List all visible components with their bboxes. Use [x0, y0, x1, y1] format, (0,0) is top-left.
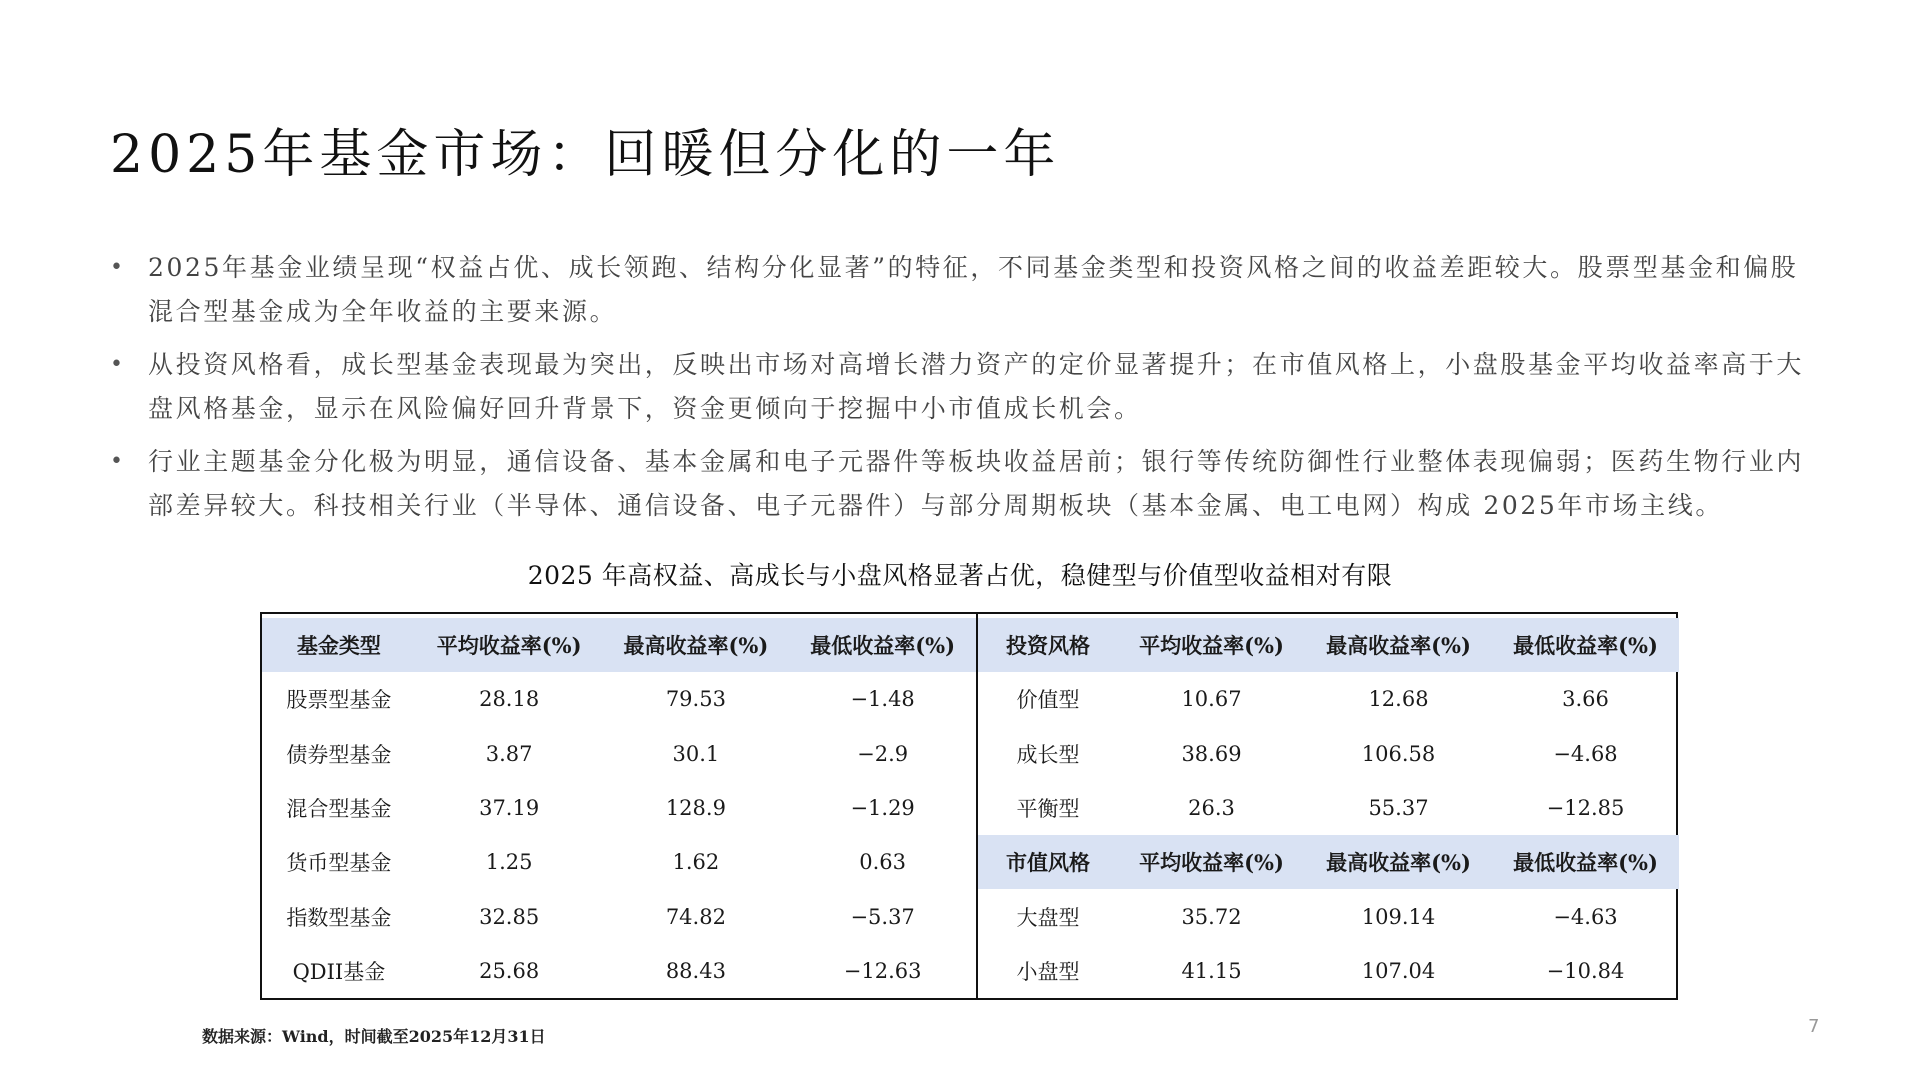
- bullet-item: [108, 246, 1820, 334]
- table-cell: 79.53: [665, 687, 726, 712]
- style-table: [978, 614, 1679, 998]
- fund-type-table: [262, 614, 978, 998]
- returns-table: [260, 612, 1678, 1000]
- table-cell: 37.19: [479, 795, 540, 820]
- table-cell: 106.58: [1361, 741, 1436, 766]
- table-cell: −5.37: [850, 904, 915, 929]
- bullet-item: [108, 343, 1820, 431]
- table-cell: 74.82: [665, 904, 726, 929]
- table-cell: 38.69: [1181, 741, 1242, 766]
- table-header-row: [978, 618, 1679, 672]
- table-cell: 25.68: [479, 958, 540, 983]
- table-cell: −12.85: [1546, 795, 1625, 820]
- row-label: QDII基金: [292, 959, 386, 984]
- table-cell: 35.72: [1181, 904, 1242, 929]
- table-cell: 55.37: [1368, 795, 1429, 820]
- slide-title: 2025年基金市场：回暖但分化的一年: [110, 125, 1061, 185]
- table-cell: 3.66: [1562, 687, 1609, 712]
- header-cell: 最低收益率(%): [1513, 633, 1658, 659]
- table-cell: −1.29: [850, 795, 915, 820]
- bullet-dot-icon: •: [110, 255, 126, 280]
- header-cell: 最高收益率(%): [1326, 850, 1471, 876]
- table-cell: 0.63: [859, 850, 906, 875]
- header-cell: 最低收益率(%): [810, 633, 956, 659]
- row-label: 平衡型: [1016, 796, 1080, 821]
- table-row: [262, 835, 976, 889]
- table-row: [978, 727, 1679, 781]
- table-header-row: [978, 835, 1679, 889]
- bullet-list: [108, 246, 1820, 537]
- table-cell: 109.14: [1361, 904, 1436, 929]
- row-label: 债券型基金: [286, 742, 392, 767]
- header-cell: 平均收益率(%): [1139, 850, 1284, 876]
- table-cell: −4.63: [1553, 904, 1618, 929]
- table-cell: 3.87: [485, 741, 533, 766]
- row-label: 小盘型: [1016, 959, 1080, 984]
- row-label: 指数型基金: [286, 905, 392, 930]
- table-cell: −12.63: [843, 958, 922, 983]
- table-cell: 1.62: [672, 850, 720, 875]
- header-cell: 最高收益率(%): [1326, 633, 1471, 659]
- table-row: [978, 781, 1679, 835]
- table-row: [978, 672, 1679, 726]
- table-cell: −1.48: [850, 687, 915, 712]
- table-cell: 26.3: [1188, 795, 1235, 820]
- table-cell: 128.9: [665, 795, 726, 820]
- table-cell: 107.04: [1361, 958, 1436, 983]
- table-row: [978, 889, 1679, 943]
- row-label: 货币型基金: [286, 851, 392, 876]
- table-cell: 10.67: [1181, 687, 1242, 712]
- table-cell: 1.25: [485, 850, 533, 875]
- table-cell: 41.15: [1181, 958, 1242, 983]
- row-label: 股票型基金: [286, 688, 392, 713]
- row-label: 成长型: [1016, 742, 1080, 767]
- bullet-text: 2025年基金业绩呈现“权益占优、成长领跑、结构分化显著”的特征，不同基金类型和投资风格之间的收益差距较大。股票型基金和偏股混合型基金成为全年收益的主要来源。: [148, 253, 1799, 326]
- row-label: 大盘型: [1016, 905, 1080, 930]
- header-cell: 平均收益率(%): [1139, 633, 1284, 659]
- table-cell: −2.9: [857, 741, 909, 766]
- header-cell: 投资风格: [1006, 633, 1090, 659]
- table-row: [978, 944, 1679, 998]
- bullet-item: [108, 440, 1820, 528]
- table-cell: 32.85: [479, 904, 540, 929]
- page-number: 7: [1808, 1016, 1820, 1037]
- header-cell: 最低收益率(%): [1513, 850, 1658, 876]
- table-row: [262, 672, 976, 726]
- bullet-text: 行业主题基金分化极为明显，通信设备、基本金属和电子元器件等板块收益居前；银行等传统防御性行业整体表现偏弱；医药生物行业内部差异较大。科技相关行业（半导体、通信设备、电子元器件）与部分周期板块（基本金属、电工电网）构成 2025年市场主线。: [148, 447, 1805, 520]
- bullet-dot-icon: •: [110, 352, 126, 377]
- table-cell: 30.1: [672, 741, 720, 766]
- header-cell: 市值风格: [1006, 850, 1090, 876]
- bullet-dot-icon: •: [110, 449, 126, 474]
- table-cell: −4.68: [1553, 741, 1618, 766]
- table-row: [262, 889, 976, 943]
- bullet-text: 从投资风格看，成长型基金表现最为突出，反映出市场对高增长潜力资产的定价显著提升；在市值风格上，小盘股基金平均收益率高于大盘风格基金，显示在风险偏好回升背景下，资金更倾向于挖掘中小市值成长机会。: [148, 350, 1805, 423]
- data-source-note: 数据来源：Wind，时间截至2025年12月31日: [202, 1027, 546, 1046]
- table-row: [262, 781, 976, 835]
- table-header-row: [262, 618, 976, 672]
- table-row: [262, 727, 976, 781]
- table-title: 2025 年高权益、高成长与小盘风格显著占优，稳健型与价值型收益相对有限: [527, 561, 1393, 590]
- row-label: 混合型基金: [286, 796, 392, 821]
- header-cell: 最高收益率(%): [623, 633, 769, 659]
- table-cell: 12.68: [1368, 687, 1429, 712]
- table-cell: −10.84: [1546, 958, 1625, 983]
- table-row: [262, 944, 976, 998]
- header-cell: 基金类型: [296, 633, 381, 659]
- header-cell: 平均收益率(%): [436, 633, 582, 659]
- table-cell: 88.43: [665, 958, 726, 983]
- table-cell: 28.18: [479, 687, 540, 712]
- row-label: 价值型: [1016, 688, 1080, 713]
